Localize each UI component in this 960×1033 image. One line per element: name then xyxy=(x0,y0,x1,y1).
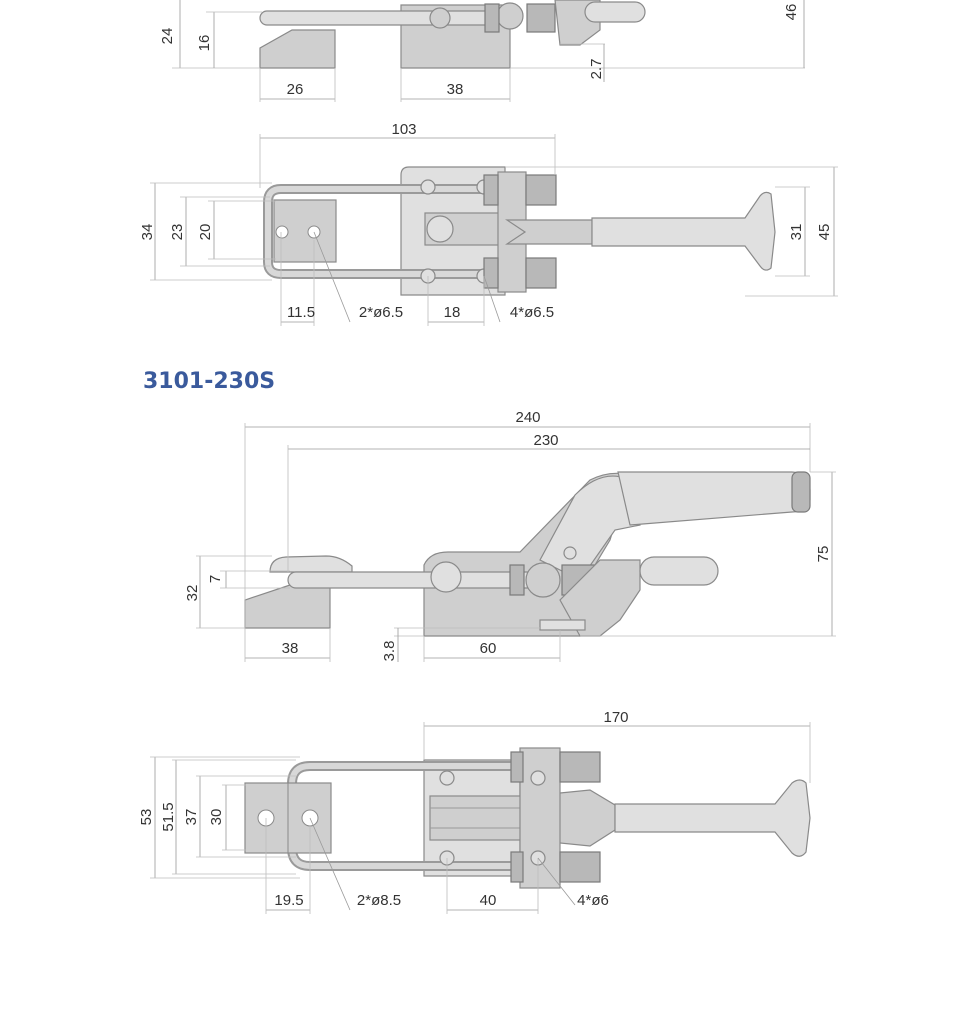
model-title: 3101-230S xyxy=(143,369,276,394)
nut-left xyxy=(510,565,524,595)
dim-24: 24 xyxy=(159,27,176,45)
mount-hole xyxy=(276,226,288,238)
clamp-rod xyxy=(260,11,500,25)
lube-fitting xyxy=(564,547,576,559)
top-side-view xyxy=(159,0,805,102)
base-tab xyxy=(540,620,585,630)
nut-right xyxy=(526,175,556,205)
dim-7: 7 xyxy=(207,574,224,584)
dim-53: 53 xyxy=(138,808,155,826)
dim-75: 75 xyxy=(815,545,832,563)
dim-holes-2x8-5: 2*ø8.5 xyxy=(356,892,402,909)
release-handle xyxy=(585,2,645,22)
nut-left xyxy=(511,852,523,882)
clamp-rod xyxy=(288,572,548,588)
nut-left xyxy=(511,752,523,782)
dim-20: 20 xyxy=(197,223,214,241)
dim-3-8: 3.8 xyxy=(381,640,398,662)
dim-holes-2x6-5: 2*ø6.5 xyxy=(358,304,404,321)
dim-19-5: 19.5 xyxy=(274,892,304,909)
dim-51-5: 51.5 xyxy=(160,802,177,832)
plan-link xyxy=(430,796,530,840)
plan-handle xyxy=(592,192,775,270)
nut-left xyxy=(484,258,498,288)
dim-30: 30 xyxy=(208,808,225,826)
pivot-pin xyxy=(431,562,461,592)
dim-46: 46 xyxy=(783,3,800,21)
dim-170: 170 xyxy=(603,709,629,726)
dim-32: 32 xyxy=(184,584,201,602)
nut-right xyxy=(526,258,556,288)
latch-hook-block xyxy=(260,30,335,68)
pivot-pin xyxy=(430,8,450,28)
dim-38: 38 xyxy=(281,640,299,657)
hook-lip xyxy=(270,556,352,572)
dim-60: 60 xyxy=(479,640,497,657)
top-plan-view xyxy=(139,121,838,326)
dim-18: 18 xyxy=(443,304,461,321)
plan-nut-block xyxy=(520,748,560,888)
release-handle xyxy=(640,557,718,585)
dim-31: 31 xyxy=(788,223,805,241)
nut-left xyxy=(484,175,498,205)
dim-holes-4x6-5: 4*ø6.5 xyxy=(509,304,555,321)
side-view-230s xyxy=(184,409,836,662)
dim-26: 26 xyxy=(286,81,304,98)
adjust-ball xyxy=(526,563,560,597)
dim-11-5: 11.5 xyxy=(286,304,316,321)
dim-45: 45 xyxy=(816,223,833,241)
dim-240: 240 xyxy=(515,409,541,426)
plan-handle xyxy=(615,780,810,856)
dim-2-7: 2.7 xyxy=(588,58,605,80)
dim-holes-4x6: 4*ø6 xyxy=(577,892,609,909)
dim-103: 103 xyxy=(391,121,417,138)
plan-view-230s xyxy=(138,709,810,914)
dim-34: 34 xyxy=(139,223,156,241)
main-handle xyxy=(618,472,810,525)
nut-left xyxy=(485,4,499,32)
dim-40: 40 xyxy=(479,892,497,909)
dim-16: 16 xyxy=(196,34,213,52)
nut-right xyxy=(560,852,600,882)
dim-37: 37 xyxy=(183,808,200,826)
nut-right xyxy=(527,4,555,32)
dim-38: 38 xyxy=(446,81,464,98)
adjust-ball xyxy=(497,3,523,29)
dim-230: 230 xyxy=(533,432,559,449)
latch-hook-block xyxy=(245,585,330,628)
nut-right xyxy=(560,752,600,782)
plan-nut-block xyxy=(498,172,526,292)
dim-23: 23 xyxy=(169,223,186,241)
